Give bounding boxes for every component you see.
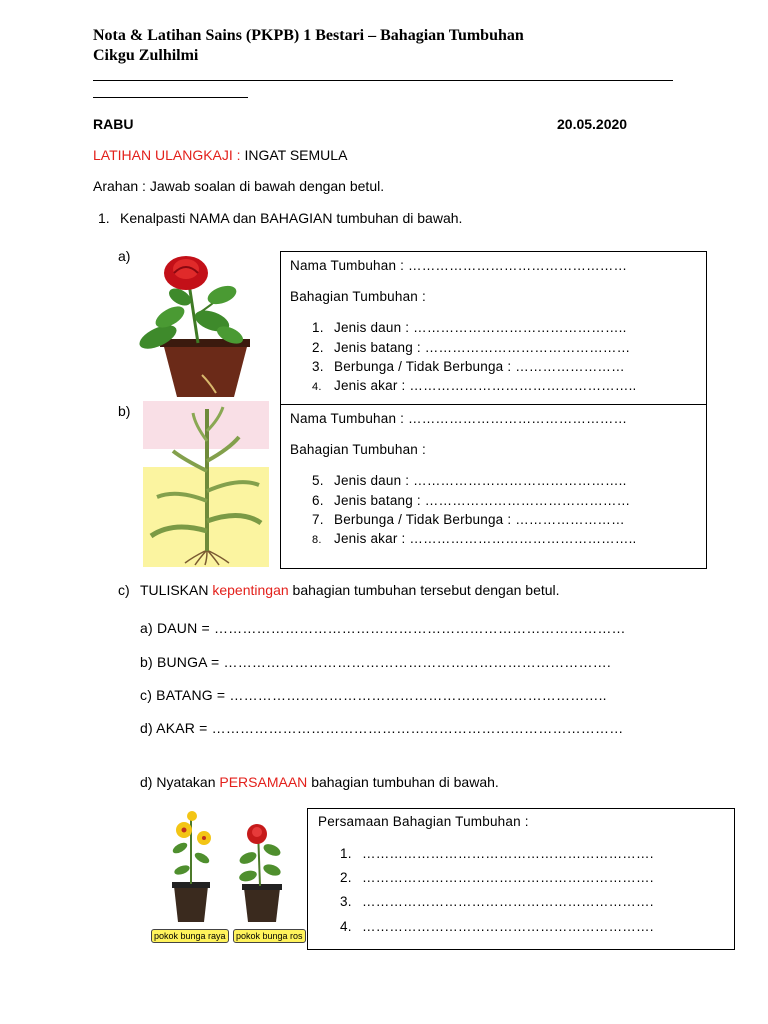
plant-a-item: 2. Jenis batang : ……………………………………… [312,340,631,355]
answer-line-daun: a) DAUN = …………………………………………………………………………… [140,620,626,636]
rose-plant-image [130,255,250,400]
plant-a-item: 3. Berbunga / Tidak Berbunga : …………………… [312,359,625,374]
section-label: INGAT SEMULA [244,147,348,163]
section-heading [93,147,347,163]
label-pokok-bunga-raya: pokok bunga raya [151,929,229,943]
plant-b-item: 5. Jenis daun : ……………………………………….. [312,473,627,488]
plant-a-item: 4. Jenis akar : ………………………………………….. [312,378,637,393]
question-d-highlight: PERSAMAAN [219,774,308,790]
question-c [118,582,560,598]
question-d-pre: d) Nyatakan [140,774,216,790]
plant-b-label: b) [118,403,131,419]
question-c-label: c) [118,582,130,598]
similarity-item: 4. ………………………………………………………. [340,919,654,934]
similarity-item: 1. ………………………………………………………. [340,846,654,861]
question-c-highlight: kepentingan [212,582,289,598]
plant-b-parts-heading: Bahagian Tumbuhan : [290,442,426,457]
similarity-answer-box [307,808,735,950]
header-rule [93,80,673,81]
plant-b-name-line: Nama Tumbuhan : ………………………………………… [290,411,628,426]
plant-a-parts-heading: Bahagian Tumbuhan : [290,289,426,304]
plant-b-item: 6. Jenis batang : ……………………………………… [312,493,631,508]
teacher-name: Cikgu Zulhilmi [93,47,199,64]
plant-a-label: a) [118,248,131,264]
answer-line-akar: d) AKAR = …………………………………………………………………………… [140,720,624,736]
header-rule-short [93,97,248,98]
question-c-pre: TULISKAN [140,582,209,598]
question-d [140,774,499,790]
label-pokok-bunga-ros: pokok bunga ros [233,929,306,943]
instruction-text: Arahan : Jawab soalan di bawah dengan betul. [93,178,385,194]
answer-line-bunga: b) BUNGA = ………………………………………………………………………. [140,654,611,670]
question-d-post: bahagian tumbuhan di bawah. [311,774,499,790]
answer-line-batang: c) BATANG = …………………………………………………………………….. [140,687,607,703]
date-label: 20.05.2020 [557,116,628,132]
question-text: Kenalpasti NAMA dan BAHAGIAN tumbuhan di bawah. [120,210,463,226]
plant-b-item: 8. Jenis akar : ………………………………………….. [312,531,637,546]
plant-b-answer-box [280,404,707,569]
similarity-box-title: Persamaan Bahagian Tumbuhan : [318,814,529,829]
document-title: Nota & Latihan Sains (PKPB) 1 Bestari – Bahagian Tumbuhan [93,27,524,44]
question-1 [98,210,462,226]
section-red-label: LATIHAN ULANGKAJI : [93,147,241,163]
question-number: 1. [98,210,110,226]
question-c-post: bahagian tumbuhan tersebut dengan betul. [292,582,560,598]
similarity-item: 2. ………………………………………………………. [340,870,654,885]
plant-a-name-line: Nama Tumbuhan : ………………………………………… [290,258,628,273]
maize-plant-image [143,401,269,567]
similarity-item: 3. ………………………………………………………. [340,894,654,909]
plant-a-answer-box [280,251,707,405]
two-plants-image [160,808,300,928]
day-label: RABU [93,116,134,132]
plant-b-item: 7. Berbunga / Tidak Berbunga : …………………… [312,512,625,527]
plant-a-item: 1. Jenis daun : ……………………………………….. [312,320,627,335]
